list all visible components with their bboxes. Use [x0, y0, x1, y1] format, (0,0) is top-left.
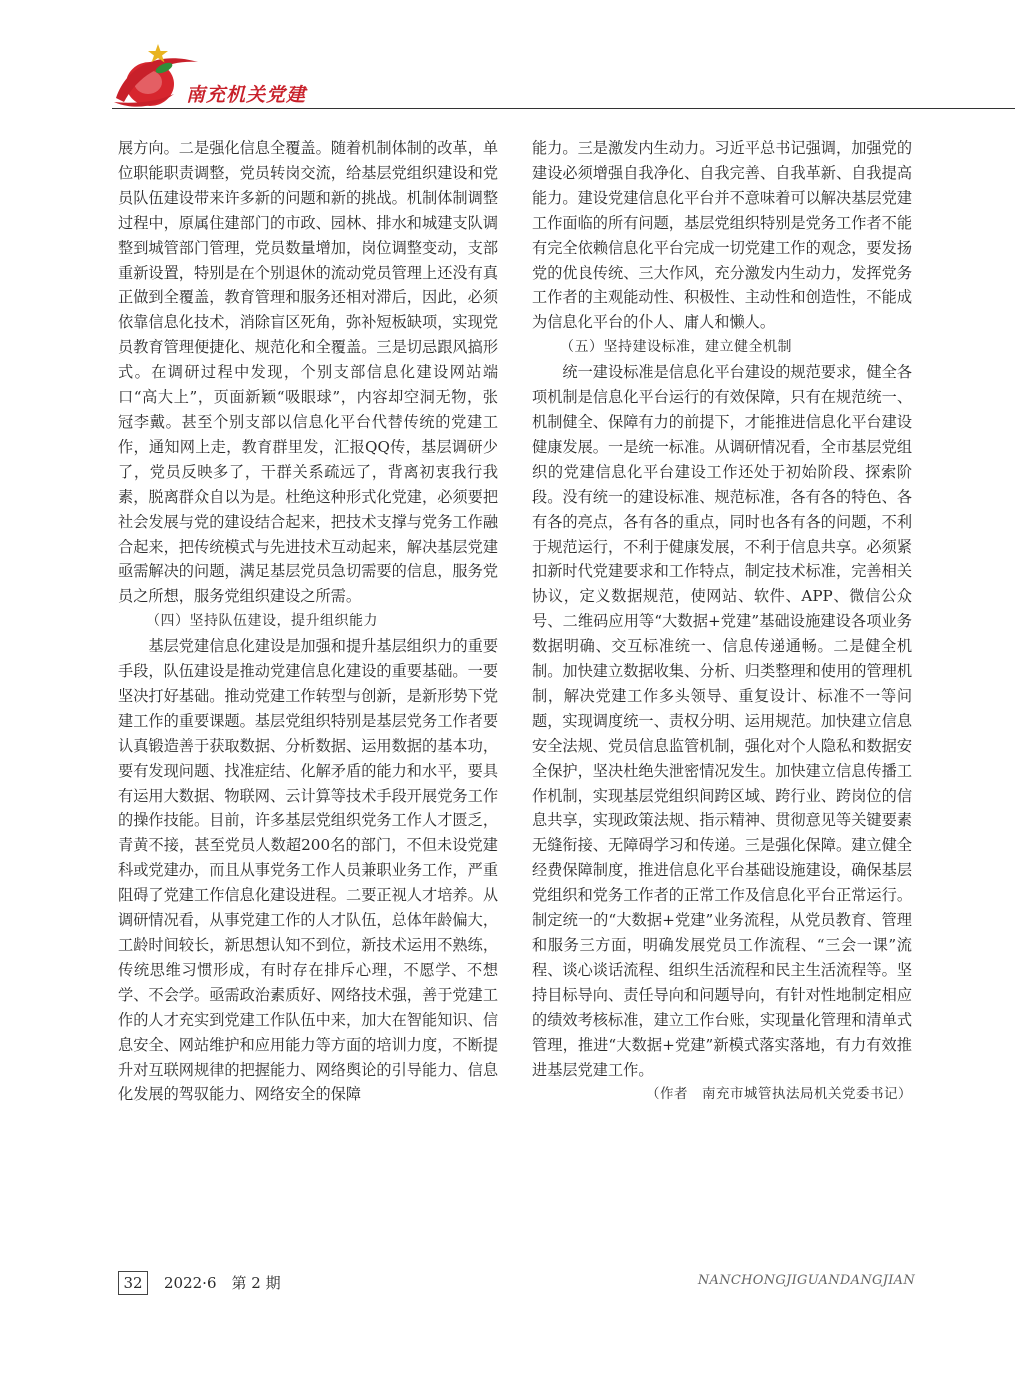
section-heading-5: （五）坚持建设标准，建立健全机制: [560, 339, 792, 356]
magazine-name: 南充机关党建: [186, 84, 307, 106]
left-paragraph-2: 基层党建信息化建设是加强和提升基层组织力的重要手段，队伍建设是推动党建信息化建设的重要基础。一要坚决打好基础。推动党建工作转型与创新，是新形势下党建工作的重要课题。基层党组织特别是基层党务工作者要认真锻造善于获取数据、分析数据、运用数据的基本功，要有发现问题、找准症结、化解矛盾的能力和水平，要具有运用大数据、物联网、云计算等技术手段开展党务工作的操作技能。目前，许多基层党组织党务工作人才匮乏，青黄不接，甚至党员人数超200名的部门，不但未设党建科或党建办，而且从事党务工作人员兼职业务工作，严重阻碍了党建工作信息化建设进程。二要正视人才培养。从调研情况看，从事党建工作的人才队伍，总体年龄偏大，工龄时间较长，新思想认知不到位，新技术运用不熟练，传统思维习惯形成，有时存在排斥心理，不愿学、不想学、不会学。亟需政治素质好、网络技术强，善于党建工作的人才充实到党建工作队伍中来，加大在智能知识、信息安全、网站维护和应用能力等方面的培训力度，不断提升对互联网规律的把握能力、网络舆论的引导能力、信息化发展的驾驭能力、网络安全的保障: [118, 637, 498, 1104]
page-number: 32: [118, 1271, 148, 1295]
right-column: [532, 136, 912, 1107]
issue-label: 2022·6 第 2 期: [164, 1274, 281, 1292]
left-column: [118, 136, 498, 1107]
right-paragraph-2: 统一建设标准是信息化平台建设的规范要求，健全各项机制是信息化平台运行的有效保障，只有在规范统一、机制健全、保障有力的前提下，才能推进信息化平台建设健康发展。一是统一标准。从调研情况看，全市基层党组织的党建信息化平台建设工作还处于初始阶段、探索阶段。没有统一的建设标准、规范标准，各有各的特色、各有各的亮点，各有各的重点，同时也各有各的问题，不利于规范运行，不利于健康发展，不利于信息共享。必须紧扣新时代党建要求和工作特点，制定技术标准，完善相关协议，定义数据规范，使网站、软件、APP、微信公众号、二维码应用等“大数据+党建”基础设施建设各项业务数据明确、交互标准统一、信息传递通畅。二是健全机制。加快建立数据收集、分析、归类整理和使用的管理机制，解决党建工作多头领导、重复设计、标准不一等问题，实现调度统一、责权分明、运用规范。加快建立信息安全法规、党员信息监管机制，强化对个人隐私和数据安全保护，坚决杜绝失泄密情况发生。加快建立信息传播工作机制，实现基层党组织间跨区域、跨行业、跨岗位的信息共享，实现政策法规、指示精神、贯彻意见等关键要素无缝衔接、无障碍学习和传递。三是强化保障。建立健全经费保障制度，推进信息化平台基础设施建设，确保基层党组织和党务工作者的正常工作及信息化平台正常运行。制定统一的“大数据+党建”业务流程，从党员教育、管理和服务三方面，明确发展党员工作流程、“三会一课”流程、谈心谈话流程、组织生活流程和民主生活流程等。坚持目标导向、责任导向和问题导向，有针对性地制定相应的绩效考核标准，建立工作台账，实现量化管理和清单式管理，推进“大数据+党建”新模式落实落地，有力有效推进基层党建工作。: [532, 363, 912, 1079]
magazine-pinyin: NANCHONGJIGUANDANGJIAN: [697, 1273, 915, 1288]
section-heading-4: （四）坚持队伍建设，提升组织能力: [146, 613, 378, 630]
header-rule: [112, 108, 1015, 109]
page-footer: [118, 1271, 915, 1297]
author-byline: （作者 南充市城管执法局机关党委书记）: [646, 1086, 912, 1103]
right-paragraph-1: 能力。三是激发内生动力。习近平总书记强调，加强党的建设必须增强自我净化、自我完善、自我革新、自我提高能力。建设党建信息化平台并不意味着可以解决基层党建工作面临的所有问题，基层党组织特别是党务工作者不能有完全依赖信息化平台完成一切党建工作的观念，要发扬党的优良传统、三大作风，充分激发内生动力，发挥党务工作者的主观能动性、积极性、主动性和创造性，不能成为信息化平台的仆人、庸人和懒人。: [532, 139, 912, 332]
page-header: [0, 0, 1015, 120]
left-paragraph-1: 展方向。二是强化信息全覆盖。随着机制体制的改革，单位职能职责调整，党员转岗交流，给基层党组织建设和党员队伍建设带来许多新的问题和新的挑战。机制体制调整过程中，原属住建部门的市政、园林、排水和城建支队调整到城管部门管理，党员数量增加，岗位调整变动，支部重新设置，特别是在个别退休的流动党员管理上还没有真正做到全覆盖，教育管理和服务还相对滞后，因此，必须依靠信息化技术，消除盲区死角，弥补短板缺项，实现党员教育管理便捷化、规范化和全覆盖。三是切忌跟风搞形式。在调研过程中发现，个别支部信息化建设网站端口“高大上”，页面新颖“吸眼球”，内容却空洞无物，张冠李戴。甚至个别支部以信息化平台代替传统的党建工作，通知网上走，教育群里发，汇报QQ传，基层调研少了，党员反映多了，干群关系疏远了，背离初衷我行我素，脱离群众自以为是。杜绝这种形式化党建，必须要把社会发展与党的建设结合起来，把技术支撑与党务工作融合起来，把传统模式与先进技术互动起来，解决基层党建亟需解决的问题，满足基层党员急切需要的信息，服务党员之所想，服务党组织建设之所需。: [118, 139, 498, 606]
